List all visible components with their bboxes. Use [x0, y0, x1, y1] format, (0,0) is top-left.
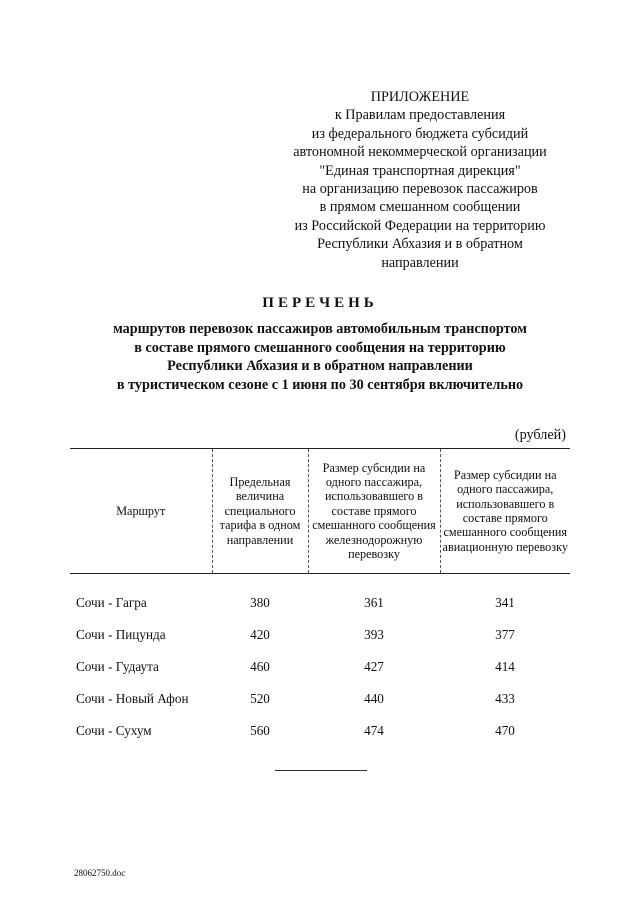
rail-subsidy-cell: 393	[364, 627, 384, 642]
file-name-footer: 28062750.doc	[74, 868, 126, 878]
air-subsidy-cell: 470	[495, 723, 515, 738]
subtitle-line: в туристическом сезоне с 1 июня по 30 сентября включительно	[116, 376, 524, 393]
table-row	[70, 574, 570, 620]
table-row	[70, 619, 570, 651]
route-cell: Сочи - Гагра	[76, 595, 147, 610]
route-cell: Сочи - Пицунда	[76, 627, 166, 642]
appendix-line: направлении	[381, 254, 459, 271]
appendix-line: в прямом смешанном сообщении	[319, 199, 521, 216]
air-subsidy-cell: 433	[495, 691, 515, 706]
appendix-line: Республики Абхазия и в обратном	[317, 236, 523, 253]
subtitle-line: в составе прямого смешанного сообщения на территорию	[134, 339, 506, 356]
route-cell: Сочи - Сухум	[76, 723, 152, 738]
appendix-line: к Правилам предоставления	[334, 107, 506, 124]
appendix-line: автономной некоммерческой организации	[293, 144, 547, 161]
appendix-header	[270, 88, 570, 272]
tariff-cell: 460	[250, 659, 270, 674]
appendix-line: из Российской Федерации на территорию	[294, 217, 546, 234]
routes-table	[70, 448, 570, 747]
appendix-line: на организацию перевозок пассажиров	[302, 181, 538, 198]
tariff-cell: 380	[250, 595, 270, 610]
tariff-cell: 520	[250, 691, 270, 706]
table-row	[70, 683, 570, 715]
header-subsidy-rail: Размер субсидии на одного пассажира, использовавшего в составе прямого смешанного сообщения железнодорожную перевозку	[308, 449, 440, 574]
header-route: Маршрут	[116, 503, 166, 518]
subtitle-line: маршрутов перевозок пассажиров автомобильным транспортом	[113, 321, 527, 337]
table-header-row	[70, 449, 570, 574]
appendix-line: "Единая транспортная дирекция"	[319, 162, 521, 179]
air-subsidy-cell: 341	[495, 595, 515, 610]
document-title: ПЕРЕЧЕНЬ	[262, 295, 378, 311]
header-subsidy-air: Размер субсидии на одного пассажира, использовавшего в составе прямого смешанного сообщения авиационную перевозку	[440, 449, 570, 574]
table-row	[70, 715, 570, 747]
subtitle-line: Республики Абхазия и в обратном направлении	[167, 358, 473, 375]
units-label: (рублей)	[514, 427, 566, 443]
air-subsidy-cell: 414	[495, 659, 515, 674]
closing-separator	[275, 770, 367, 771]
document-subtitle	[60, 320, 580, 394]
rail-subsidy-cell: 427	[364, 659, 384, 674]
rail-subsidy-cell: 361	[364, 595, 384, 610]
route-cell: Сочи - Гудаута	[76, 659, 159, 674]
rail-subsidy-cell: 440	[364, 691, 384, 706]
route-cell: Сочи - Новый Афон	[76, 691, 189, 706]
air-subsidy-cell: 377	[495, 627, 515, 642]
appendix-line: из федерального бюджета субсидий	[311, 125, 529, 142]
tariff-cell: 420	[250, 627, 270, 642]
table-row	[70, 651, 570, 683]
appendix-line: ПРИЛОЖЕНИЕ	[370, 89, 470, 105]
header-max-tariff: Предельная величина специального тарифа в одном направлении	[212, 449, 308, 574]
rail-subsidy-cell: 474	[364, 723, 384, 738]
tariff-cell: 560	[250, 723, 270, 738]
